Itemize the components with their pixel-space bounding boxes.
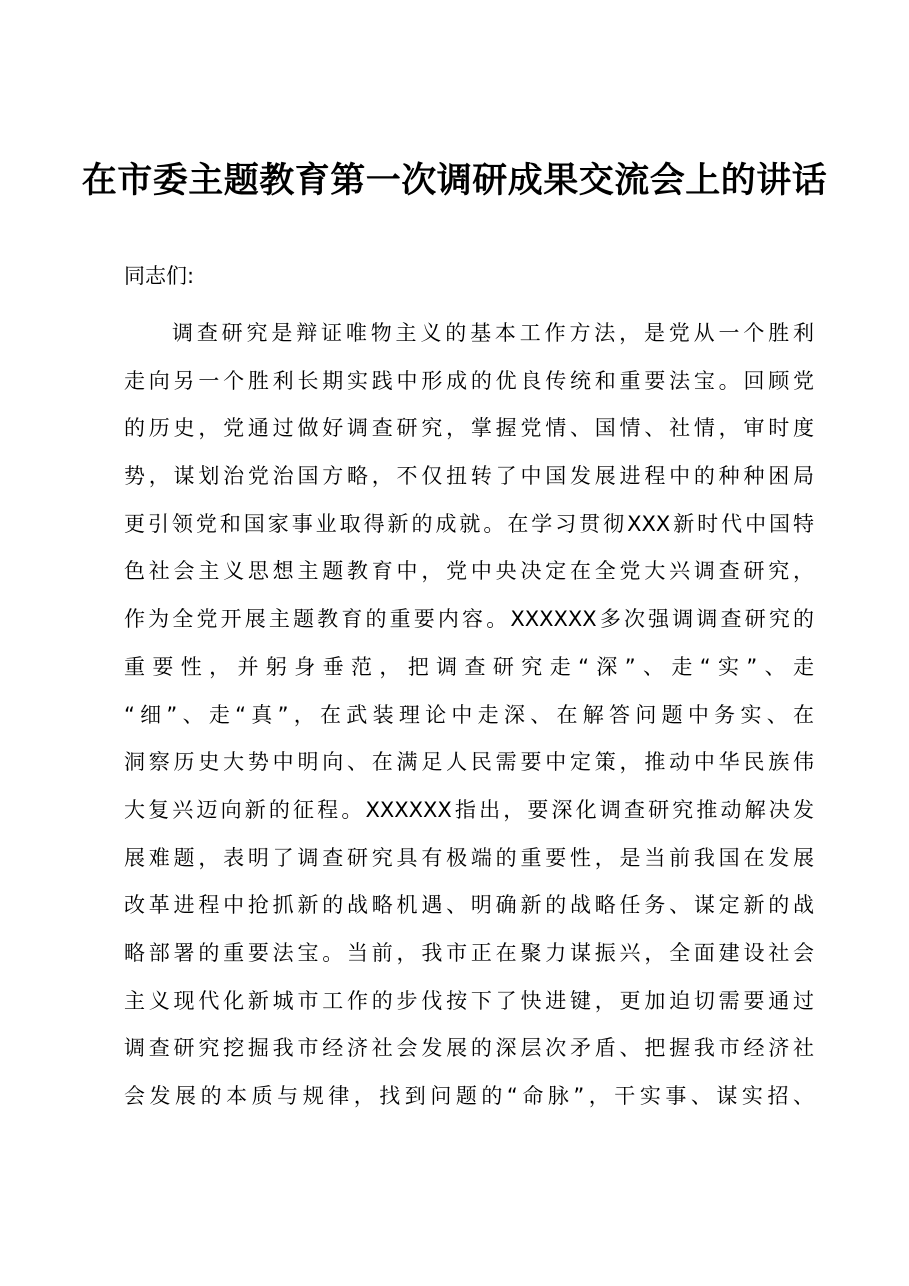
text-line: 作为全党开展主题教育的重要内容。XXXXXX多次强调调查研究的 — [124, 607, 814, 632]
text-line: 会发展的本质与规律，找到问题的“命脉”，干实事、谋实招、 — [124, 1084, 814, 1108]
body-paragraph — [124, 310, 814, 1121]
text-line: 的历史，党通过做好调查研究，掌握党情、国情、社情，审时度 — [124, 416, 814, 441]
text-line: 主义现代化新城市工作的步伐按下了快进键，更加迫切需要通过 — [124, 988, 814, 1013]
text-line: 展难题，表明了调查研究具有极端的重要性，是当前我国在发展 — [124, 845, 814, 870]
text-line: 调查研究挖掘我市经济社会发展的深层次矛盾、把握我市经济社 — [124, 1036, 814, 1061]
document-title: 在市委主题教育第一次调研成果交流会上的讲话 — [81, 160, 828, 201]
text-line: “细”、走“真”，在武装理论中走深、在解答问题中务实、在 — [124, 702, 814, 727]
text-line: 重要性，并躬身垂范，把调查研究走“深”、走“实”、走 — [124, 654, 814, 679]
text-line: 洞察历史大势中明向、在满足人民需要中定策，推动中华民族伟 — [124, 750, 814, 775]
salutation: 同志们: — [124, 264, 195, 288]
text-line: 大复兴迈向新的征程。XXXXXX指出，要深化调查研究推动解决发 — [124, 797, 814, 822]
text-line: 更引领党和国家事业取得新的成就。在学习贯彻XXX新时代中国特 — [124, 511, 814, 536]
text-line: 略部署的重要法宝。当前，我市正在聚力谋振兴，全面建设社会 — [124, 940, 814, 965]
text-line: 走向另一个胜利长期实践中形成的优良传统和重要法宝。回顾党 — [124, 368, 814, 393]
text-line: 色社会主义思想主题教育中，党中央决定在全党大兴调查研究， — [124, 559, 814, 584]
text-line: 势，谋划治党治国方略，不仅扭转了中国发展进程中的种种困局 — [124, 464, 814, 489]
text-line: 改革进程中抢抓新的战略机遇、明确新的战略任务、谋定新的战 — [124, 893, 814, 918]
text-line: 调查研究是辩证唯物主义的基本工作方法，是党从一个胜利 — [172, 321, 814, 345]
